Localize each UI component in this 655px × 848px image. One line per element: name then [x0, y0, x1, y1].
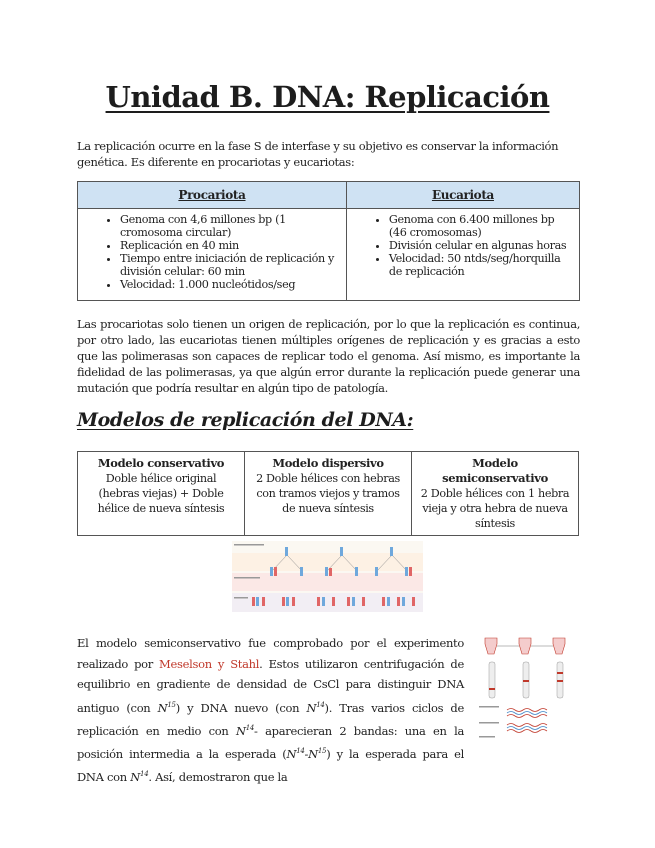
model-desc: 2 Doble hélices con hebras con tramos viejos y tramos de nueva síntesis [256, 472, 400, 515]
list-item: • Genoma con 4,6 millones bp (1 cromosoma circular) [120, 213, 338, 239]
intro-paragraph: La replicación ocurre en la fase S de interfase y su objetivo es conservar la información genética. Es diferente en procariotas y eucariotas: [77, 139, 559, 169]
model-dispersivo [245, 452, 412, 536]
list-item: • Genoma con 6.400 millones bp (46 cromosomas) [389, 213, 571, 239]
meselson-paragraph: El modelo semiconservativo fue comprobado por el experimento realizado por Meselson y Stahl. Estos utilizaron centrifugación de equilibrio en gradiente de densidad de CsCl para distinguir DNA antiguo (con $N^{15}$) y DNA nuevo (con $N^{14}$). Tras varios ciclos de replicación en medio con $N^{14}-$ aparecieran 2 bandas: una en la posición intermedia a la esperada $(N^{14}-N^{15})$ y la esperada para el DNA con $N^{14}$. Así, demostraron que la [77, 636, 465, 785]
model-desc: 2 Doble hélices con 1 hebra vieja y otra hebra de nueva síntesis [420, 487, 570, 530]
page-title: Unidad B. DNA: Replicación [105, 80, 550, 114]
list-item: • Velocidad: 1.000 nucleótidos/seg [120, 278, 338, 291]
model-semiconservativo [412, 452, 579, 536]
model-desc: Doble hélice original (hebras viejas) + Doble hélice de nueva síntesis [97, 472, 225, 515]
model-title: Modelo conservativo [97, 456, 225, 470]
model-title: Modelo semiconservativo [442, 456, 548, 485]
section-heading: Modelos de replicación del DNA: [77, 409, 414, 431]
list-item: • Replicación en 40 min [120, 239, 338, 252]
list-item: • Tiempo entre iniciación de replicación y división celular: 60 min [120, 252, 338, 278]
replication-models-figure [232, 541, 423, 612]
list-item: • División celular en algunas horas [389, 239, 571, 252]
list-item: • Velocidad: 50 ntds/seg/horquilla de replicación [389, 252, 571, 278]
header-procariota: Procariota [78, 182, 347, 209]
meselson-stahl-figure [477, 630, 577, 742]
origins-paragraph: Las procariotas solo tienen un origen de replicación, por lo que la replicación es continua, por otro lado, las eucariotas tienen múltiples orígenes de replicación y es gracias a esto que las polimerasas son capaces de replicar todo el genoma. Así mismo, es importante la fidelidad de las polimerasas, ya que algún error durante la replicación puede generar una mutación que podría resultar en algún tipo de patología. [77, 317, 580, 395]
procariota-cell [78, 209, 347, 301]
meselson-stahl-link[interactable]: Meselson y Stahl [159, 656, 260, 671]
eucariota-cell [346, 209, 579, 301]
comparison-table [77, 181, 580, 301]
header-eucariota: Eucariota [346, 182, 579, 209]
models-table [77, 451, 579, 536]
model-conservativo [78, 452, 245, 536]
model-title: Modelo dispersivo [272, 456, 384, 470]
